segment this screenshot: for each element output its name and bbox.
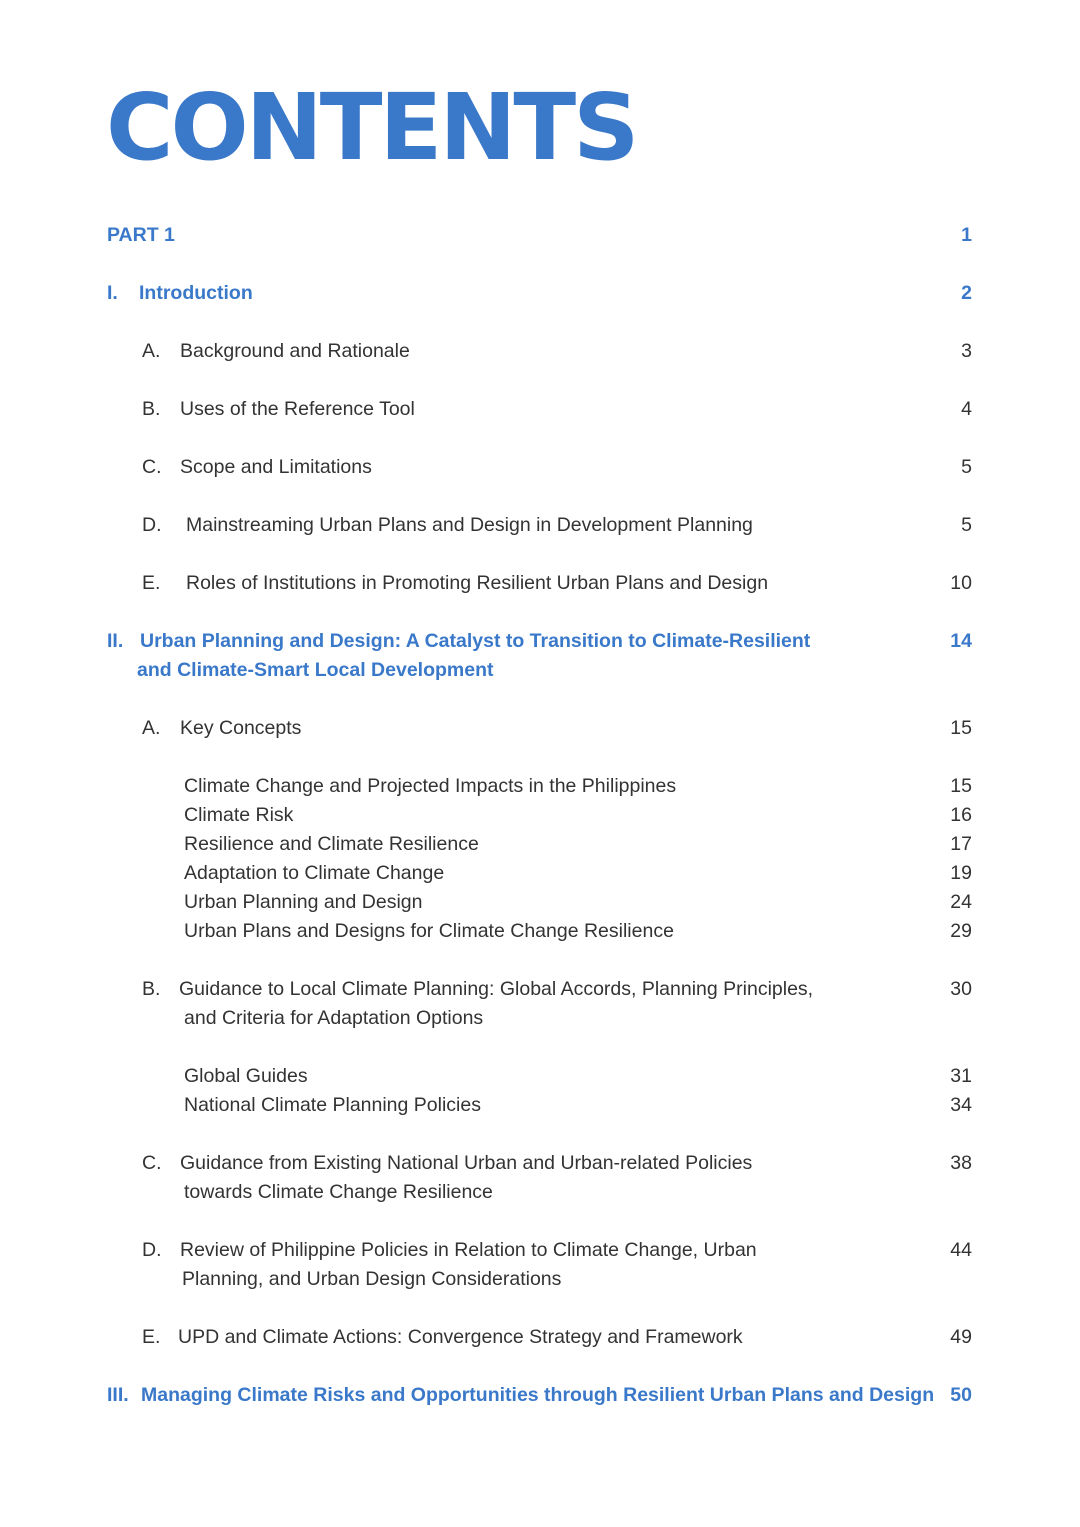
toc-item-label: Background and Rationale [180, 340, 410, 362]
toc-item-marker: B. [142, 978, 161, 1000]
toc-section-marker: III. [107, 1384, 129, 1406]
toc-section-introduction[interactable] [0, 278, 1080, 308]
toc-item-label: Mainstreaming Urban Plans and Design in Development Planning [186, 514, 753, 536]
toc-item-marker: C. [142, 1152, 162, 1174]
toc-item-label-continued: Planning, and Urban Design Considerations [182, 1268, 562, 1290]
toc-page-number: 24 [950, 891, 972, 913]
toc-item-roles[interactable] [0, 568, 1080, 598]
toc-item-label: Guidance to Local Climate Planning: Global Accords, Planning Principles, [179, 978, 814, 1000]
toc-subitem-label: Urban Planning and Design [184, 891, 423, 913]
toc-page-number: 5 [961, 456, 972, 478]
toc-item-label: Guidance from Existing National Urban and Urban-related Policies [180, 1152, 753, 1174]
toc-item-uses[interactable] [0, 394, 1080, 424]
toc-page-number: 5 [961, 514, 972, 536]
toc-page-number: 49 [950, 1326, 972, 1348]
toc-item-marker: D. [142, 1239, 162, 1261]
toc-item-label: Uses of the Reference Tool [180, 398, 415, 420]
toc-subitem-climate-change[interactable] [0, 771, 1080, 801]
toc-page-number: 3 [961, 340, 972, 362]
toc-subitem-label: Resilience and Climate Resilience [184, 833, 479, 855]
toc-item-review-policies[interactable] [0, 1235, 1080, 1265]
toc-page-number: 50 [950, 1384, 972, 1406]
toc-section-label: Introduction [139, 282, 253, 304]
toc-item-background[interactable] [0, 336, 1080, 366]
toc-item-label-continued: towards Climate Change Resilience [184, 1181, 493, 1203]
toc-page-number: 34 [950, 1094, 972, 1116]
toc-item-guidance-national[interactable] [0, 1148, 1080, 1178]
toc-page-number: 38 [950, 1152, 972, 1174]
toc-page-number: 14 [950, 630, 972, 652]
toc-item-marker: C. [142, 456, 162, 478]
page-title: CONTENTS [106, 74, 637, 181]
toc-item-marker: B. [142, 398, 161, 420]
toc-page-number: 44 [950, 1239, 972, 1261]
toc-item-marker: D. [142, 514, 162, 536]
toc-page-number: 15 [950, 775, 972, 797]
toc-item-guidance-local[interactable] [0, 974, 1080, 1004]
toc-page-number: 16 [950, 804, 972, 826]
toc-subitem-resilience[interactable] [0, 829, 1080, 859]
toc-page-number: 10 [950, 572, 972, 594]
toc-subitem-adaptation[interactable] [0, 858, 1080, 888]
toc-subitem-urban-planning-design[interactable] [0, 887, 1080, 917]
toc-subitem-global-guides[interactable] [0, 1061, 1080, 1091]
toc-page-number: 19 [950, 862, 972, 884]
toc-subitem-climate-risk[interactable] [0, 800, 1080, 830]
toc-item-label: Roles of Institutions in Promoting Resilient Urban Plans and Design [186, 572, 769, 594]
toc-section-marker: I. [107, 282, 118, 304]
toc-section-urban-planning[interactable] [0, 626, 1080, 656]
toc-section-label: Managing Climate Risks and Opportunities through Resilient Urban Plans and Design [141, 1384, 935, 1406]
toc-item-marker: A. [142, 340, 161, 362]
toc-item-marker: E. [142, 1326, 161, 1348]
toc-subitem-urban-plans-resilience[interactable] [0, 916, 1080, 946]
toc-subitem-label: Adaptation to Climate Change [184, 862, 445, 884]
toc-section-label-continued: and Climate-Smart Local Development [137, 659, 494, 681]
toc-section-label: Urban Planning and Design: A Catalyst to Transition to Climate-Resilient [140, 630, 811, 652]
toc-item-marker: E. [142, 572, 161, 594]
toc-page-number: 31 [950, 1065, 972, 1087]
toc-page-number: 4 [961, 398, 972, 420]
toc-page-number: 15 [950, 717, 972, 739]
toc-subitem-label: Climate Change and Projected Impacts in the Philippines [184, 775, 677, 797]
toc-item-marker: A. [142, 717, 161, 739]
toc-subitem-label: Global Guides [184, 1065, 308, 1087]
toc-item-upd-climate-actions[interactable] [0, 1322, 1080, 1352]
toc-item-label: UPD and Climate Actions: Convergence Strategy and Framework [178, 1326, 743, 1348]
toc-page-number: 30 [950, 978, 972, 1000]
toc-page-number: 17 [950, 833, 972, 855]
toc-part-label: PART 1 [107, 224, 175, 246]
toc-part-1[interactable] [0, 220, 1080, 250]
toc-item-scope[interactable] [0, 452, 1080, 482]
toc-section-managing-climate-risks[interactable] [0, 1380, 1080, 1410]
toc-section-marker: II. [107, 630, 124, 652]
toc-subitem-national-policies[interactable] [0, 1090, 1080, 1120]
toc-item-key-concepts[interactable] [0, 713, 1080, 743]
toc-item-label: Scope and Limitations [180, 456, 372, 478]
toc-page-number: 1 [961, 224, 972, 246]
toc-item-mainstreaming[interactable] [0, 510, 1080, 540]
toc-item-label: Key Concepts [180, 717, 302, 739]
toc-page-number: 2 [961, 282, 972, 304]
toc-item-label-continued: and Criteria for Adaptation Options [184, 1007, 484, 1029]
toc-page-number: 29 [950, 920, 972, 942]
toc-subitem-label: Climate Risk [184, 804, 294, 826]
toc-subitem-label: Urban Plans and Designs for Climate Change Resilience [184, 920, 674, 942]
toc-item-label: Review of Philippine Policies in Relation to Climate Change, Urban [180, 1239, 757, 1261]
toc-subitem-label: National Climate Planning Policies [184, 1094, 481, 1116]
